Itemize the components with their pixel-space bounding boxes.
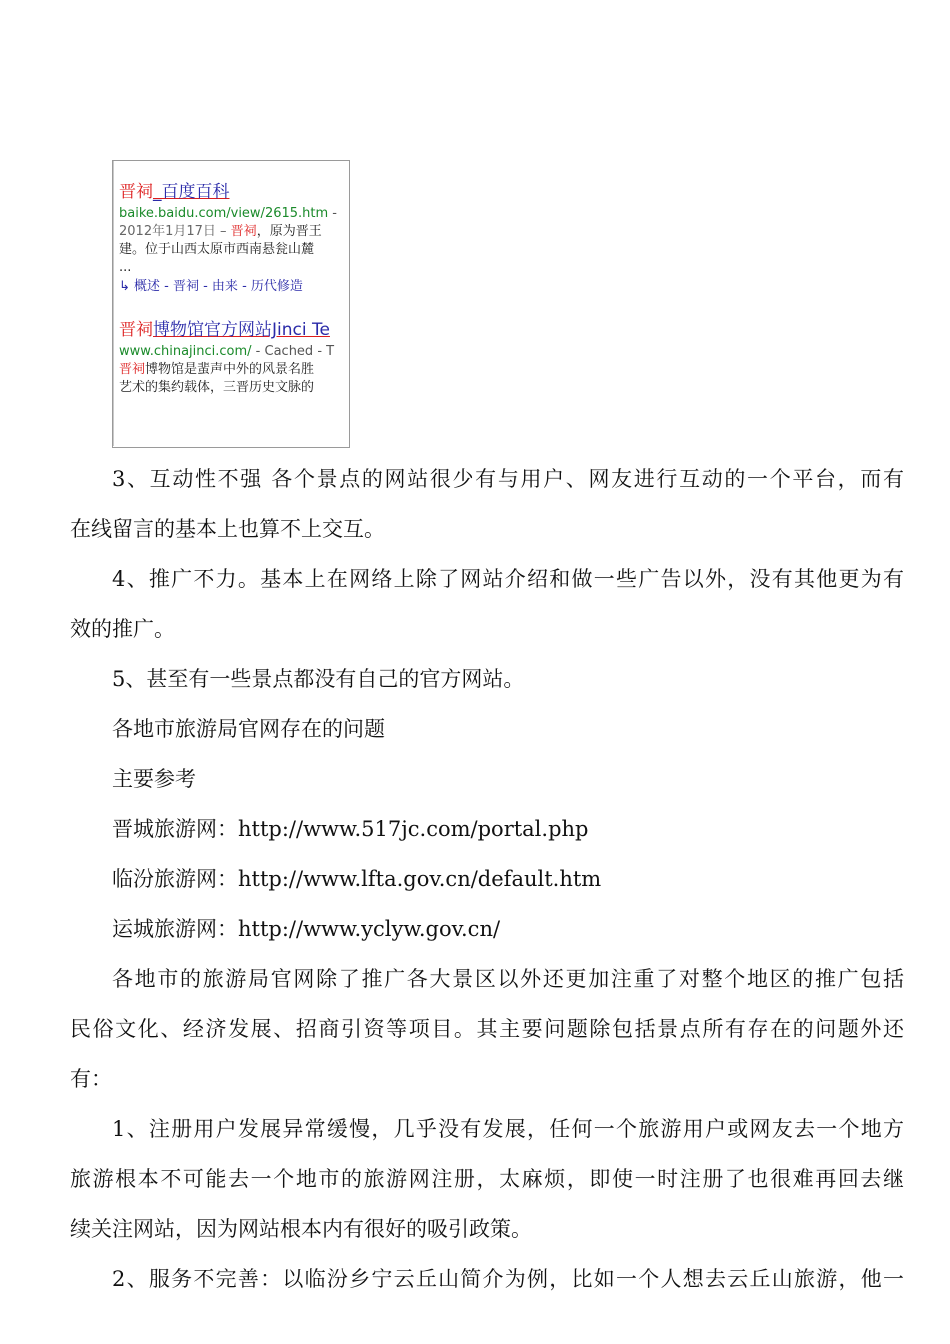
paragraph-4: 4、推广不力。基本上在网络上除了网站介绍和做一些广告以外，没有其他更为有 效的推广。 <box>70 567 904 641</box>
result-desc-chinajinci-line2: 艺术的集约载体，三晋历史文脉的 <box>119 380 315 395</box>
paragraph-service: 2、服务不完善：以临汾乡宁云丘山简介为例，比如一个人想去云丘山旅游，他一 <box>112 1267 904 1291</box>
references-heading: 主要参考 <box>112 767 196 791</box>
paragraph-3: 3、互动性不强 各个景点的网站很少有与用户、网友进行互动的一个平台，而有 在线留言的基本上也算不上交互。 <box>70 467 904 541</box>
search-results-screenshot <box>112 160 350 448</box>
result-desc-baike: 2012年1月17日 – 晋祠，原为晋王 <box>119 224 322 239</box>
result-desc-chinajinci: 晋祠博物馆是蜚声中外的风景名胜 <box>119 362 315 377</box>
result-desc-baike-line3: ... <box>119 260 132 275</box>
result-url-chinajinci: www.chinajinci.com/ - Cached - T <box>119 344 335 359</box>
result-title-baike[interactable]: 晋祠_百度百科 <box>119 182 230 202</box>
paragraph-5: 5、甚至有一些景点都没有自己的官方网站。 <box>112 667 525 691</box>
reference-linfen: 临汾旅游网：http://www.lfta.gov.cn/default.htm <box>112 867 602 891</box>
result-title-chinajinci[interactable]: 晋祠博物馆官方网站Jinci Te <box>119 320 330 340</box>
result-url-baike: baike.baidu.com/view/2615.htm - <box>119 206 337 221</box>
reference-yuncheng: 运城旅游网：http://www.yclyw.gov.cn/ <box>112 917 501 941</box>
paragraph-overview: 各地市的旅游局官网除了推广各大景区以外还更加注重了对整个地区的推广包括 民俗文化、经济发展、招商引资等项目。其主要问题除包括景点所有存在的问题外还 有： <box>70 967 904 1091</box>
reference-jincheng: 晋城旅游网：http://www.517jc.com/portal.php <box>112 817 589 841</box>
section-heading: 各地市旅游局官网存在的问题 <box>112 717 385 741</box>
result-desc-baike-line2: 建。位于山西太原市西南悬瓮山麓 <box>119 242 315 257</box>
paragraph-registration: 1、注册用户发展异常缓慢，几乎没有发展，任何一个旅游用户或网友去一个地方 旅游根本不可能去一个地市的旅游网注册，太麻烦，即使一时注册了也很难再回去继 续关注网站，因为网站根本内有很好的吸引政策。 <box>70 1117 904 1241</box>
result-sublinks-baike[interactable]: ↳ 概述 - 晋祠 - 由来 - 历代修造 <box>119 279 303 294</box>
